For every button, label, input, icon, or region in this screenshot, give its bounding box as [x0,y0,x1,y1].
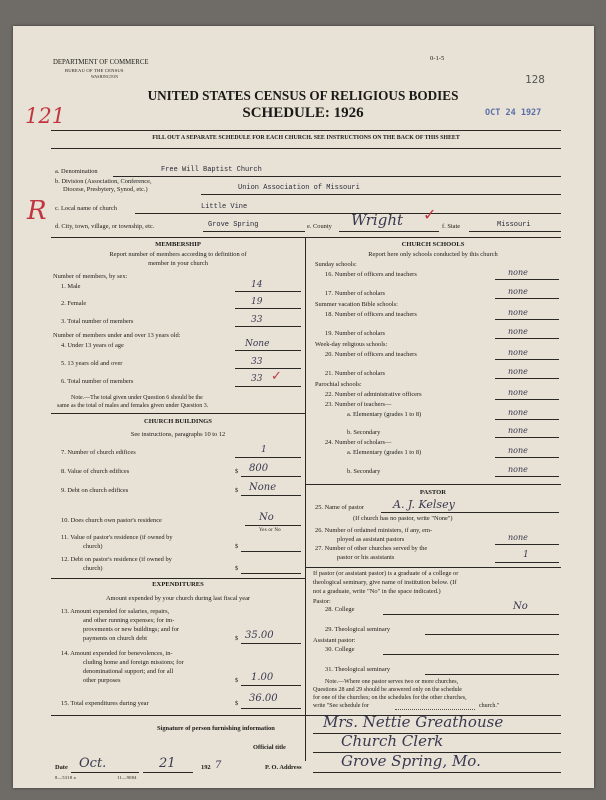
q25-note: (If church has no pastor, write "None") [353,515,453,522]
q11-dollar: $ [235,543,239,550]
q4-under-13-value: None [245,339,270,349]
schools-instructions: Report here only schools conducted by this church [368,251,498,258]
q9-dollar: $ [235,487,239,494]
q15-dollar: $ [235,700,239,707]
bureau-label: BUREAU OF THE CENSUS [65,68,124,73]
graduate-instructions-2: theological seminary, give name of institution below. (If [313,579,457,586]
q21-value: none [508,367,528,376]
q8-value-label: 8. Value of church edifices [61,468,130,475]
q30-label: 30. College [325,646,355,653]
signature-value: Mrs. Nettie Greathouse [323,713,504,731]
official-title-label: Official title [253,744,286,751]
q9-debt-label: 9. Debt on church edifices [61,487,129,494]
q28-label: 28. College [325,606,355,613]
q11-value-residence-label-2: church) [83,543,103,550]
sunday-schools-label: Sunday schools: [315,261,357,268]
q27-label: 27. Number of other churches served by the [315,545,428,552]
q1-male-value: 14 [251,280,263,290]
q10-residence-label: 10. Does church own pastor's residence [61,517,162,524]
pastor-note: Note.—Where one pastor serves two or more churches, [325,679,459,685]
graduate-instructions-3: not a graduate, write "No" in the space indicated.) [313,588,441,595]
q20-value: none [508,348,528,357]
state-label: f. State [442,223,461,230]
q27-label-2: pastor or his assistants [337,554,395,561]
parochial-schools-label: Parochial schools: [315,381,362,388]
denomination-value: Free Will Baptist Church [161,166,262,174]
q26-label-2: ployed as assistant pastors [337,536,405,543]
q15-label: 15. Total expenditures during year [61,700,149,707]
q24b-label: b. Secondary [347,468,381,475]
q17-label: 17. Number of scholars [325,290,385,297]
q26-label: 26. Number of ordained ministers, if any, em- [315,527,433,534]
q19-label: 19. Number of scholars [325,330,385,337]
q14-label-4: other purposes [83,677,121,684]
received-date-stamp: OCT 24 1927 [485,108,542,118]
state-value: Missouri [497,221,531,229]
date-year-printed: 192 [201,764,211,771]
weekday-schools-label: Week-day religious schools: [315,341,388,348]
membership-heading: MEMBERSHIP [155,241,201,248]
q27-value: 1 [523,550,529,560]
q2-female-label: 2. Female [61,300,87,307]
signature-label: Signature of person furnishing information [157,725,275,732]
q31-label: 31. Theological seminary [325,666,391,673]
pastor-subheading: Pastor: [313,598,331,605]
q3-total-value: 33 [251,315,263,325]
department-label: DEPARTMENT OF COMMERCE [53,59,149,66]
q9-debt-value: None [249,482,277,493]
q5-over-13-label: 5. 13 years old and over [61,360,123,367]
red-handwritten-letter: R [27,196,47,226]
date-label: Date [55,764,68,771]
graduate-instructions: If pastor (or assistant pastor) is a graduate of a college or [313,570,459,577]
q12-debt-residence-label: 12. Debt on pastor's residence (if owned by [61,556,172,563]
q19-value: none [508,327,528,336]
q5-over-13-value: 33 [251,357,263,367]
pastor-note-2: Questions 28 and 29 should be answered only on the schedule [313,687,462,693]
q7-edifices-label: 7. Number of church edifices [61,449,136,456]
city-town-label: d. City, town, village, or township, etc. [55,223,155,230]
q14-label: 14. Amount expended for benevolences, in- [61,650,173,657]
red-checkmark-total: ✓ [271,368,282,383]
membership-note-2: same as the total of males and females given under Question 3. [57,403,209,409]
q3-total-label: 3. Total number of members [61,318,134,325]
q23b-label: b. Secondary [347,429,381,436]
q6-total-value: 33 [251,374,263,384]
q14-label-3: denominational support; and for all [83,668,174,675]
q17-value: none [508,287,528,296]
q24a-label: a. Elementary (grades 1 to 8) [347,449,422,456]
q13-label-4: payments on church debt [83,635,148,642]
pastor-heading: PASTOR [419,489,447,496]
q23a-value: none [508,408,528,417]
membership-intro: Report number of members according to definition of [109,251,247,258]
q11-value-residence-label: 11. Value of pastor's residence (if owned by [61,534,173,541]
members-by-sex-label: Number of members, by sex: [53,273,128,280]
po-address-label: P. O. Address [265,764,302,771]
date-month: Oct. [79,756,107,771]
membership-intro-2: member in your church [148,260,208,267]
q24b-value: none [508,465,528,474]
county-label: e. County [307,223,332,230]
membership-note: Note.—The total given under Question 6 should be the [71,395,203,401]
q8-value: 800 [249,463,269,474]
pastor-note-4: write "See schedule for [313,703,369,709]
q21-label: 21. Number of scholars [325,370,385,377]
division-label: b. Division (Association, Conference, [55,178,152,185]
division-value: Union Association of Missouri [238,184,360,192]
assistant-pastor-subheading: Assistant pastor: [313,637,356,644]
q16-label: 16. Number of officers and teachers [325,271,417,278]
q2-female-value: 19 [251,297,263,307]
q22-label: 22. Number of administrative officers [325,391,422,398]
form-title: UNITED STATES CENSUS OF RELIGIOUS BODIES [147,88,459,103]
form-code: 0-1-5 [430,55,445,62]
q16-value: none [508,268,528,277]
q25-label: 25. Name of pastor [315,504,364,511]
local-name-label: c. Local name of church [55,205,117,212]
q13-label-3: provements or new buildings; and for [83,626,180,633]
q20-label: 20. Number of officers and teachers [325,351,417,358]
q28-value: No [513,601,528,612]
q10-residence-value: No [259,512,274,523]
q22-value: none [508,388,528,397]
county-value: Wright [351,211,404,229]
q23a-label: a. Elementary (grades 1 to 8) [347,411,422,418]
q14-dollar: $ [235,677,239,684]
official-title-value: Church Clerk [341,732,444,750]
q23b-value: none [508,426,528,435]
q13-dollar: $ [235,635,239,642]
q4-under-13-label: 4. Under 13 years of age [61,342,124,349]
red-checkmark: ✓ [423,207,437,224]
buildings-instructions: See instructions, paragraphs 10 to 12 [130,431,226,438]
po-address-value: Grove Spring, Mo. [341,752,481,770]
census-schedule-sheet [13,26,594,788]
q26-value: none [508,533,528,542]
form-print-code-2: 11—9084 [117,775,137,780]
yes-or-no-hint: Yes or No [259,528,281,533]
q15-value: 36.00 [249,693,278,704]
form-print-code: 8—5318 a [55,775,76,780]
pastor-note-5: church." [479,703,500,709]
under-over-13-label: Number of members under and over 13 years old: [53,332,181,339]
q13-value: 35.00 [245,630,274,641]
q12-dollar: $ [235,565,239,572]
separate-schedule-instruction: FILL OUT A SEPARATE SCHEDULE FOR EACH CHURCH. SEE INSTRUCTIONS ON THE BACK OF THIS SHEET [152,135,460,141]
expenditures-instructions: Amount expended by your church during last fiscal year [105,595,251,602]
date-day: 21 [159,756,176,771]
q24a-value: none [508,446,528,455]
buildings-heading: CHURCH BUILDINGS [144,418,212,425]
city-town-value: Grove Spring [208,221,259,229]
q18-value: none [508,308,528,317]
q24-label: 24. Number of scholars— [325,439,392,446]
local-name-value: Little Vine [201,203,248,211]
q8-dollar: $ [235,468,239,475]
form-subtitle: SCHEDULE: 1926 [242,105,364,121]
red-handwritten-number: 121 [25,104,66,128]
q14-value: 1.00 [251,672,274,683]
city-label: WASHINGTON [91,75,119,79]
date-year-handwritten: 7 [215,760,222,771]
pastor-note-3: for one of the churches; on the schedules for the other churches, [313,695,467,701]
q6-total-label: 6. Total number of members [61,378,134,385]
q13-label: 13. Amount expended for salaries, repairs, [61,608,170,615]
q13-label-2: and other running expenses; for im- [83,617,175,624]
q7-edifices-value: 1 [261,445,267,455]
q14-label-2: cluding home and foreign missions; for [83,659,184,666]
summer-schools-label: Summer vacation Bible schools: [315,301,398,308]
q1-male-label: 1. Male [61,283,81,290]
denomination-label: a. Denomination [55,168,98,175]
division-label-2: Diocese, Presbytery, Synod, etc.) [63,186,148,193]
expenditures-heading: EXPENDITURES [152,581,204,588]
stamp-number: 128 [525,73,545,86]
q12-debt-residence-label-2: church) [83,565,103,572]
q18-label: 18. Number of officers and teachers [325,311,417,318]
schools-heading: CHURCH SCHOOLS [401,241,465,248]
q29-label: 29. Theological seminary [325,626,391,633]
q25-pastor-name: A. J. Kelsey [393,498,455,511]
q23-label: 23. Number of teachers— [325,401,392,408]
